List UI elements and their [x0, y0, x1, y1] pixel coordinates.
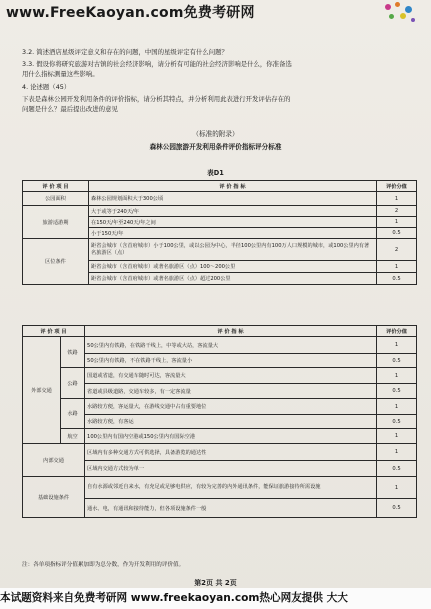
table-row: 小于150天/年 0.5 — [23, 228, 417, 239]
question-3-3-line2: 用什么指标测量这些影响。 — [22, 70, 99, 78]
question-4-body-line1: 下表是森林公园开发利用条件的评价指标，请分析其特点，并分析利用此表进行开发评估存在的 — [22, 95, 291, 103]
table-header: 评价分值 — [377, 181, 417, 192]
page-number: 第2页 共 2页 — [194, 579, 237, 587]
table-row: 50公里内有铁路，不在铁路干线上，客流量小 0.5 — [23, 354, 417, 368]
table-header: 评 价 指 标 — [89, 181, 377, 192]
table-header: 评 价 指 标 — [85, 326, 377, 337]
table-row: 旅游适游期 大于或等于240天/年 2 — [23, 206, 417, 217]
question-3-2: 3.2. 简述酒店星级评定意义和存在的问题，中国的星级评定有什么问题？ — [22, 48, 228, 56]
evaluation-table-2 — [22, 325, 417, 518]
table-row: 公路 国道或省道，有交通车随时可达，客流量大 1 — [23, 368, 417, 384]
table-row: 水路较方便，有客运 0.5 — [23, 415, 417, 429]
table-row: 距省会城市（含首府城市）或著名旅游区（点）100～200公里 1 — [23, 261, 417, 273]
table-row: 区域内交通方式较为单一 0.5 — [23, 461, 417, 477]
evaluation-table-1 — [22, 180, 417, 285]
question-4-body-line2: 问题是什么？最后提出改进的意见 — [22, 105, 118, 113]
table-header: 评 价 项 目 — [23, 326, 85, 337]
table-row: 距省会城市（含首府城市）或著名旅游区（点）超过200公里 0.5 — [23, 273, 417, 285]
table-header: 评价分值 — [377, 326, 417, 337]
question-3-3-line1: 3.3. 假设你将研究旅游对古镇的社会经济影响，请分析有可能的社会经济影响是什么，你准备选 — [22, 60, 292, 68]
appendix-label: （标准的附录） — [192, 130, 239, 138]
footer-watermark[interactable]: 本试题资料来自免费考研网 www.freekaoyan.com热心网友提供 大大 — [0, 588, 431, 609]
table-name: 表D1 — [207, 169, 224, 177]
site-banner[interactable]: www.FreeKaoyan.com免费考研网 — [6, 5, 255, 21]
table-row: 省道或县级道路，交通车较多，有一定客流量 0.5 — [23, 384, 417, 399]
appendix-title: 森林公园旅游开发利用条件评价指标评分标准 — [149, 143, 282, 151]
table-row: 在150天/年至240天/年之间 1 — [23, 217, 417, 228]
table-row: 航空 100公里内有国内空港或150公里内有国际空港 1 — [23, 429, 417, 444]
table-header: 评 价 项 目 — [23, 181, 89, 192]
table-footnote: 注：各单项指标评分值累加即为总分数，作为开发利用的评价值。 — [22, 562, 185, 568]
table-row: 内部交通 区域内有多种交通方式可供选择，具备游览的通达性 1 — [23, 444, 417, 461]
table-row: 水路 水路较方便，客运量大，在游线交通中占有重要地位 1 — [23, 399, 417, 415]
table-row: 通水、电，有通讯和接待能力，但各项设施条件一般 0.5 — [23, 499, 417, 518]
table-row: 外部交通 铁路 50公里内有铁路，在铁路干线上，中等或大站，客流量大 1 — [23, 337, 417, 354]
table-row: 基础设施条件 自有水源或邻近自来水，有充足或足够电供应，有较为完善的内外通讯条件，能保证旅游接待所需设施 1 — [23, 477, 417, 499]
table-row: 区位条件 距省会城市（含首府城市）小于100公里，或以公园为中心，半径100公里内有100万人口规模的城市，或100公里内有著名旅游区（点） 2 — [23, 239, 417, 261]
table-row: 公园面积 森林公园规划面积大于300公顷 1 — [23, 192, 417, 206]
logo-decoration-icon — [381, 2, 421, 30]
question-4-heading: 4. 论述题（45） — [22, 83, 71, 91]
